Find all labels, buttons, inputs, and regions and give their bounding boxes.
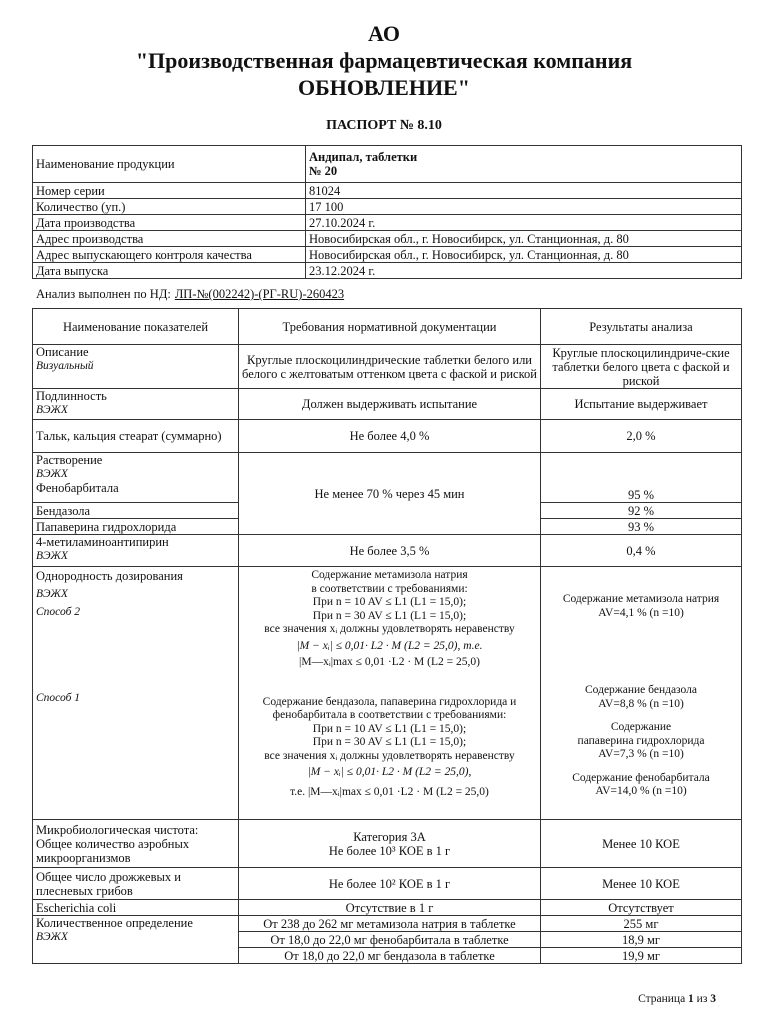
req-line: в соответствии с требованиями: bbox=[311, 582, 468, 595]
header-line: АО bbox=[368, 21, 400, 46]
req-line: При n = 30 AV ≤ L1 (L1 = 15,0); bbox=[312, 736, 467, 748]
product-info-table bbox=[32, 145, 742, 279]
req-formula: |M − xᵢ| ≤ 0,01· L2 · M (L2 = 25,0), bbox=[307, 766, 472, 778]
header-line: "Производственная фармацевтическая компания bbox=[135, 48, 633, 73]
info-value: 27.10.2024 г. bbox=[306, 215, 742, 231]
info-label: Номер серии bbox=[33, 183, 306, 199]
table-row bbox=[33, 567, 742, 820]
res-line: Содержание метамизола натрия bbox=[562, 593, 720, 605]
table-row bbox=[33, 820, 742, 868]
requirement: Отсутствие в 1 г bbox=[239, 900, 541, 916]
req-line: Не более 10³ КОЕ в 1 г bbox=[328, 843, 451, 858]
info-label: Дата производства bbox=[33, 215, 306, 231]
result: Менее 10 КОЕ bbox=[541, 868, 742, 900]
req-line: При n = 10 AV ≤ L1 (L1 = 15,0); bbox=[312, 596, 467, 608]
requirement: Должен выдерживать испытание bbox=[239, 389, 541, 420]
res-line: Содержание фенобарбитала bbox=[572, 771, 710, 784]
substance-name: Бендазола bbox=[33, 503, 239, 519]
test-method: ВЭЖХ bbox=[36, 550, 68, 562]
test-name: Подлинность bbox=[36, 389, 107, 403]
res-line: Содержание bbox=[610, 721, 672, 733]
test-name: Микробиологическая чистота: Общее количество аэробных микроорганизмов bbox=[33, 820, 239, 868]
result: 2,0 % bbox=[541, 420, 742, 453]
result: 92 % bbox=[541, 503, 742, 519]
substance-name: Папаверина гидрохлорида bbox=[33, 519, 239, 535]
test-method: ВЭЖХ bbox=[36, 588, 68, 600]
info-value: Новосибирская обл., г. Новосибирск, ул. Станционная, д. 80 bbox=[306, 247, 742, 263]
res-line: AV=7,3 % (n =10) bbox=[598, 748, 684, 760]
info-value bbox=[306, 146, 742, 183]
column-header: Результаты анализа bbox=[541, 309, 742, 345]
test-name: Описание bbox=[36, 345, 89, 359]
result: 93 % bbox=[541, 519, 742, 535]
result bbox=[541, 567, 742, 820]
info-label: Количество (уп.) bbox=[33, 199, 306, 215]
result: Круглые плоскоцилиндриче-ские таблетки белого цвета с фаской и риской bbox=[541, 345, 742, 389]
test-name: 4-метиламиноантипирин bbox=[36, 535, 169, 549]
test-name: Растворение bbox=[36, 453, 103, 467]
product-name: Андипал, таблетки bbox=[309, 150, 418, 164]
test-method: ВЭЖХ bbox=[36, 931, 68, 943]
table-row bbox=[33, 868, 742, 900]
req-line: При n = 30 AV ≤ L1 (L1 = 15,0); bbox=[312, 609, 467, 622]
result: 255 мг bbox=[541, 916, 742, 932]
result: 18,9 мг bbox=[541, 932, 742, 948]
nd-link[interactable]: ЛП-№(002242)-(РГ-RU)-260423 bbox=[174, 287, 345, 301]
table-row bbox=[33, 263, 742, 279]
result: Испытание выдерживает bbox=[541, 389, 742, 420]
test-name: Количественное определение bbox=[36, 916, 193, 930]
result: 95 % bbox=[541, 453, 742, 503]
test-name: Escherichia coli bbox=[33, 900, 239, 916]
method-1-label: Способ 1 bbox=[36, 692, 80, 704]
req-line: Содержание метамизола натрия bbox=[311, 569, 468, 581]
info-label: Дата выпуска bbox=[33, 263, 306, 279]
info-value: Новосибирская обл., г. Новосибирск, ул. Станционная, д. 80 bbox=[306, 231, 742, 247]
analysis-nd bbox=[36, 287, 344, 302]
column-header: Наименование показателей bbox=[33, 309, 239, 345]
req-formula: |M—xᵢ|max ≤ 0,01 ·L2 · M (L2 = 25,0) bbox=[299, 656, 480, 668]
current-page: 1 bbox=[688, 993, 694, 1005]
res-line: папаверина гидрохлорида bbox=[577, 734, 705, 747]
test-name: Однородность дозирования bbox=[36, 569, 183, 583]
table-row bbox=[33, 916, 742, 932]
requirement: От 18,0 до 22,0 мг бендазола в таблетке bbox=[239, 948, 541, 964]
product-pack: № 20 bbox=[309, 164, 338, 178]
req-line: Содержание бендазола, папаверина гидрохлорида и bbox=[262, 695, 517, 708]
method-2-label: Способ 2 bbox=[36, 606, 80, 618]
total-pages: 3 bbox=[710, 993, 716, 1005]
table-row bbox=[33, 420, 742, 453]
info-label: Наименование продукции bbox=[33, 146, 306, 183]
requirement: Не более 3,5 % bbox=[239, 535, 541, 567]
req-line: Категория 3А bbox=[353, 829, 426, 844]
table-row bbox=[33, 345, 742, 389]
requirement: Не менее 70 % через 45 мин bbox=[239, 453, 541, 535]
table-row bbox=[33, 146, 742, 183]
table-row bbox=[33, 389, 742, 420]
company-header bbox=[0, 20, 768, 101]
req-line: фенобарбитала в соответствии с требованиями: bbox=[272, 709, 507, 721]
table-row bbox=[33, 231, 742, 247]
table-row bbox=[33, 199, 742, 215]
test-name: Тальк, кальция стеарат (суммарно) bbox=[33, 420, 239, 453]
test-method: ВЭЖХ bbox=[36, 468, 68, 480]
info-value: 23.12.2024 г. bbox=[306, 263, 742, 279]
result: 0,4 % bbox=[541, 535, 742, 567]
res-line: AV=4,1 % (n =10) bbox=[598, 606, 684, 619]
requirement: Не более 10² КОЕ в 1 г bbox=[239, 868, 541, 900]
requirement bbox=[239, 567, 541, 820]
requirement: От 18,0 до 22,0 мг фенобарбитала в таблетке bbox=[239, 932, 541, 948]
test-method: Визуальный bbox=[36, 360, 94, 372]
passport-title: ПАСПОРТ № 8.10 bbox=[326, 118, 442, 133]
test-name: Общее число дрожжевых и плесневых грибов bbox=[33, 868, 239, 900]
req-line: все значения xᵢ должны удовлетворять неравенству bbox=[264, 749, 515, 762]
requirement bbox=[239, 820, 541, 868]
result: Менее 10 КОЕ bbox=[541, 820, 742, 868]
result: 19,9 мг bbox=[541, 948, 742, 964]
analysis-table bbox=[32, 308, 742, 964]
table-row bbox=[33, 215, 742, 231]
info-label: Адрес выпускающего контроля качества bbox=[33, 247, 306, 263]
req-formula: |M − xᵢ| ≤ 0,01· L2 · M (L2 = 25,0), т.е. bbox=[296, 639, 483, 652]
req-line: все значения xᵢ должны удовлетворять неравенству bbox=[264, 623, 515, 635]
info-label: Адрес производства bbox=[33, 231, 306, 247]
page-of: из bbox=[696, 993, 708, 1005]
req-line: При n = 10 AV ≤ L1 (L1 = 15,0); bbox=[312, 722, 467, 735]
page-number bbox=[638, 993, 716, 1005]
result: Отсутствует bbox=[541, 900, 742, 916]
res-line: AV=8,8 % (n =10) bbox=[598, 697, 684, 710]
requirement: Не более 4,0 % bbox=[239, 420, 541, 453]
table-row bbox=[33, 900, 742, 916]
res-line: Содержание бендазола bbox=[585, 684, 697, 696]
column-header: Требования нормативной документации bbox=[239, 309, 541, 345]
test-method: ВЭЖХ bbox=[36, 404, 68, 416]
table-row bbox=[33, 309, 742, 345]
requirement: От 238 до 262 мг метамизола натрия в таблетке bbox=[239, 916, 541, 932]
table-row bbox=[33, 247, 742, 263]
info-value: 17 100 bbox=[306, 199, 742, 215]
table-row bbox=[33, 183, 742, 199]
req-formula: т.е. |M—xᵢ|max ≤ 0,01 ·L2 · M (L2 = 25,0) bbox=[290, 785, 489, 798]
requirement: Круглые плоскоцилиндрические таблетки белого или белого с желтоватым оттенком цвета с фаской и риской bbox=[239, 345, 541, 389]
page-label: Страница bbox=[638, 993, 686, 1005]
res-line: AV=14,0 % (n =10) bbox=[595, 785, 687, 797]
substance-name: Фенобарбитала bbox=[36, 481, 119, 495]
table-row bbox=[33, 535, 742, 567]
header-line: ОБНОВЛЕНИЕ" bbox=[298, 75, 470, 100]
info-value: 81024 bbox=[306, 183, 742, 199]
nd-label: Анализ выполнен по НД: bbox=[36, 287, 171, 301]
table-row bbox=[33, 453, 742, 503]
